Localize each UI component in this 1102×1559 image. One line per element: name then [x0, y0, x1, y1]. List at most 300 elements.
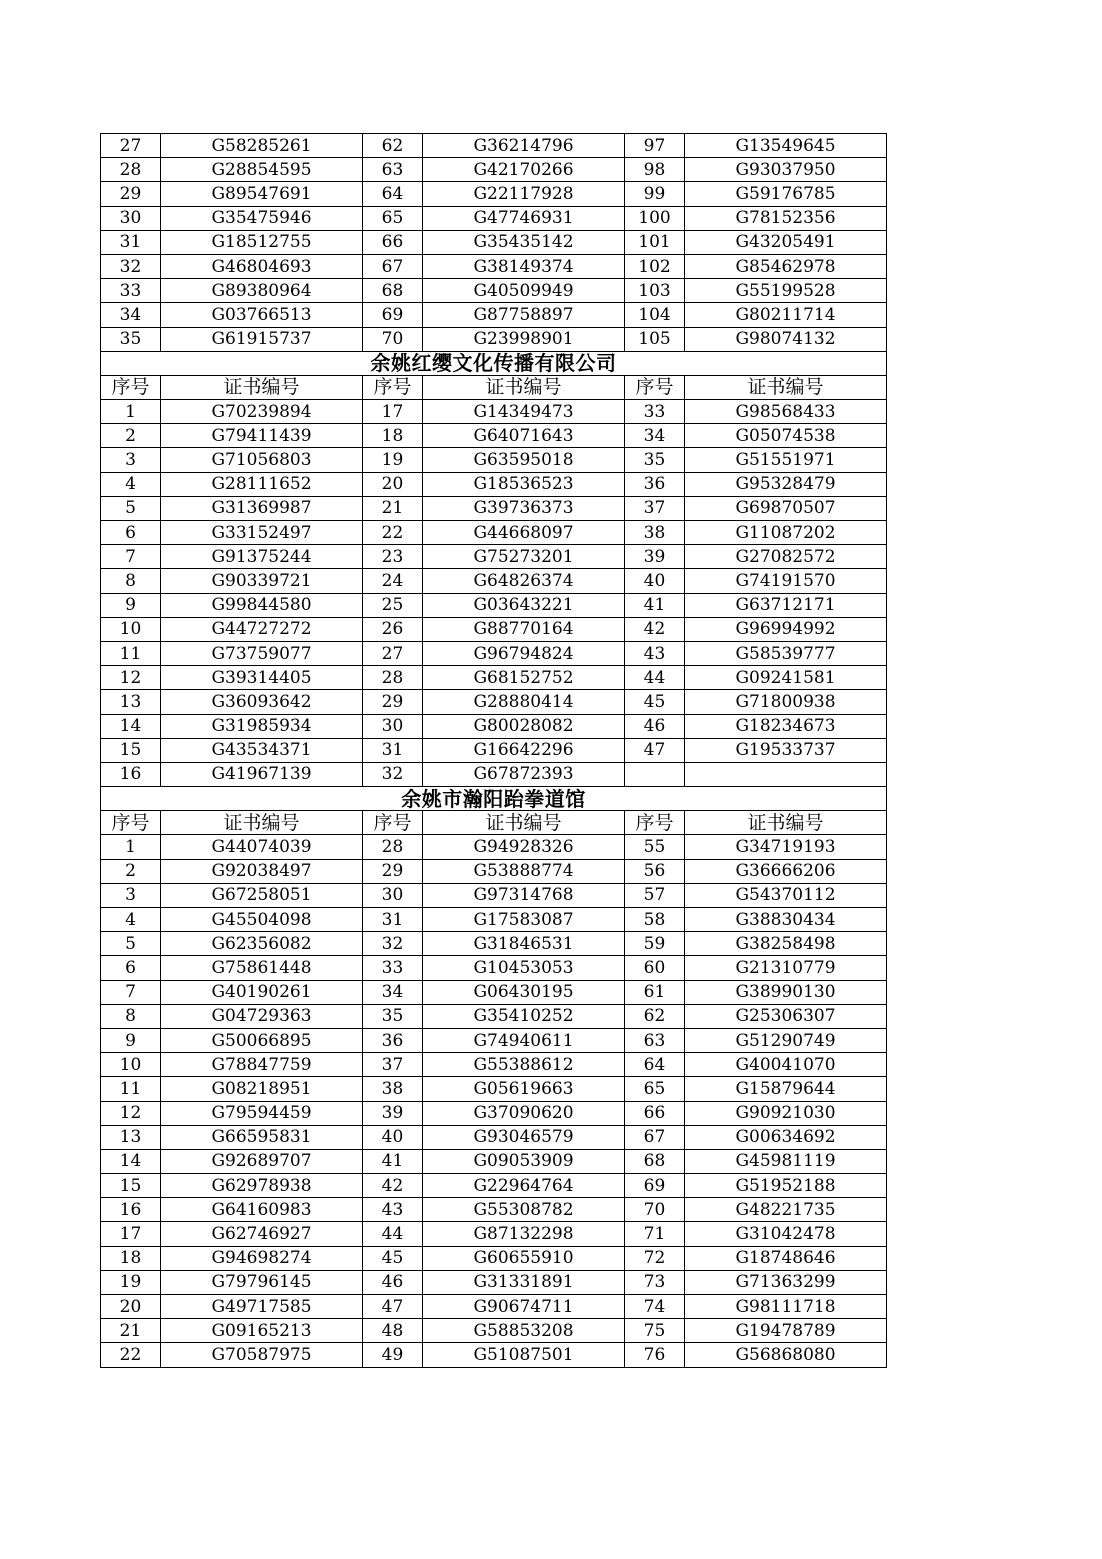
certificate-number-cell: G38830434	[685, 908, 887, 932]
table-row	[101, 1343, 887, 1367]
certificate-number-cell: G71056803	[161, 448, 363, 472]
serial-number-cell: 55	[625, 835, 685, 859]
certificate-number-cell: G00634692	[685, 1125, 887, 1149]
certificate-number-cell: G93037950	[685, 158, 887, 182]
certificate-number-cell: G79594459	[161, 1101, 363, 1125]
serial-number-cell: 73	[625, 1270, 685, 1294]
certificate-number-cell: G58853208	[423, 1319, 625, 1343]
serial-number-cell: 18	[101, 1246, 161, 1270]
certificate-number-cell: G99844580	[161, 593, 363, 617]
table-row	[101, 1004, 887, 1028]
certificate-number-cell: G27082572	[685, 545, 887, 569]
certificate-number-header: 证书编号	[423, 811, 625, 835]
serial-number-cell: 29	[363, 690, 423, 714]
table-row	[101, 1270, 887, 1294]
certificate-number-cell: G66595831	[161, 1125, 363, 1149]
certificate-number-cell: G35410252	[423, 1004, 625, 1028]
serial-number-cell: 62	[363, 134, 423, 158]
serial-number-cell: 15	[101, 1174, 161, 1198]
serial-number-cell	[625, 762, 685, 786]
serial-number-cell: 23	[363, 545, 423, 569]
table-row	[101, 1028, 887, 1052]
serial-number-cell: 42	[363, 1174, 423, 1198]
serial-number-cell: 64	[363, 182, 423, 206]
certificate-number-cell: G28111652	[161, 472, 363, 496]
certificate-number-cell: G55199528	[685, 279, 887, 303]
certificate-number-cell: G40190261	[161, 980, 363, 1004]
certificate-number-cell: G87132298	[423, 1222, 625, 1246]
certificate-table	[100, 133, 887, 1368]
serial-number-cell: 37	[625, 496, 685, 520]
serial-number-cell: 66	[625, 1101, 685, 1125]
serial-number-cell: 34	[363, 980, 423, 1004]
certificate-number-cell: G45981119	[685, 1149, 887, 1173]
certificate-number-cell: G34719193	[685, 835, 887, 859]
certificate-number-cell: G28880414	[423, 690, 625, 714]
certificate-number-cell: G91375244	[161, 545, 363, 569]
table-row	[101, 496, 887, 520]
table-row	[101, 835, 887, 859]
certificate-number-cell: G39736373	[423, 496, 625, 520]
serial-number-cell: 39	[363, 1101, 423, 1125]
certificate-number-cell: G03643221	[423, 593, 625, 617]
certificate-number-cell: G97314768	[423, 883, 625, 907]
section-title-row	[101, 787, 887, 811]
serial-number-header: 序号	[363, 811, 423, 835]
certificate-number-cell: G49717585	[161, 1295, 363, 1319]
serial-number-cell: 48	[363, 1319, 423, 1343]
serial-number-cell: 33	[101, 279, 161, 303]
serial-number-cell: 4	[101, 908, 161, 932]
certificate-number-cell: G89380964	[161, 279, 363, 303]
certificate-number-cell: G36666206	[685, 859, 887, 883]
certificate-number-cell: G33152497	[161, 521, 363, 545]
serial-number-cell: 67	[625, 1125, 685, 1149]
serial-number-cell: 18	[363, 424, 423, 448]
certificate-number-cell: G80211714	[685, 303, 887, 327]
certificate-number-header: 证书编号	[161, 375, 363, 399]
serial-number-cell: 6	[101, 521, 161, 545]
serial-number-cell: 71	[625, 1222, 685, 1246]
certificate-number-cell: G13549645	[685, 134, 887, 158]
serial-number-cell: 1	[101, 835, 161, 859]
certificate-number-cell: G61915737	[161, 327, 363, 351]
certificate-number-cell: G90674711	[423, 1295, 625, 1319]
serial-number-cell: 59	[625, 932, 685, 956]
certificate-number-cell: G63595018	[423, 448, 625, 472]
serial-number-cell: 40	[363, 1125, 423, 1149]
table-row	[101, 327, 887, 351]
certificate-number-cell: G79411439	[161, 424, 363, 448]
certificate-number-cell: G42170266	[423, 158, 625, 182]
table-row	[101, 254, 887, 278]
certificate-number-cell: G09053909	[423, 1149, 625, 1173]
serial-number-cell: 47	[363, 1295, 423, 1319]
serial-number-cell: 19	[101, 1270, 161, 1294]
organization-title: 余姚红缨文化传播有限公司	[101, 351, 887, 375]
serial-number-cell: 17	[363, 400, 423, 424]
organization-title: 余姚市瀚阳跆拳道馆	[101, 787, 887, 811]
serial-number-cell: 40	[625, 569, 685, 593]
serial-number-cell: 105	[625, 327, 685, 351]
table-row	[101, 1246, 887, 1270]
serial-number-cell: 20	[101, 1295, 161, 1319]
certificate-number-cell: G08218951	[161, 1077, 363, 1101]
table-row	[101, 1295, 887, 1319]
table-row	[101, 690, 887, 714]
certificate-number-cell: G62978938	[161, 1174, 363, 1198]
certificate-number-cell: G95328479	[685, 472, 887, 496]
serial-number-cell: 63	[363, 158, 423, 182]
certificate-number-cell: G51087501	[423, 1343, 625, 1367]
certificate-number-cell: G05074538	[685, 424, 887, 448]
table-row	[101, 1222, 887, 1246]
serial-number-cell: 30	[101, 206, 161, 230]
serial-number-cell: 63	[625, 1028, 685, 1052]
table-row	[101, 1077, 887, 1101]
table-row	[101, 641, 887, 665]
certificate-number-cell: G43205491	[685, 230, 887, 254]
serial-number-cell: 64	[625, 1053, 685, 1077]
serial-number-cell: 99	[625, 182, 685, 206]
certificate-number-cell: G67258051	[161, 883, 363, 907]
serial-number-cell: 98	[625, 158, 685, 182]
certificate-number-cell: G96794824	[423, 641, 625, 665]
serial-number-cell: 3	[101, 448, 161, 472]
certificate-number-cell: G19478789	[685, 1319, 887, 1343]
serial-number-cell: 7	[101, 545, 161, 569]
serial-number-header: 序号	[101, 811, 161, 835]
certificate-number-cell: G79796145	[161, 1270, 363, 1294]
certificate-number-cell: G58539777	[685, 641, 887, 665]
certificate-number-cell: G74191570	[685, 569, 887, 593]
certificate-number-cell: G25306307	[685, 1004, 887, 1028]
certificate-number-cell: G90339721	[161, 569, 363, 593]
certificate-number-cell: G55308782	[423, 1198, 625, 1222]
table-row	[101, 980, 887, 1004]
certificate-number-cell: G09165213	[161, 1319, 363, 1343]
serial-number-cell: 27	[363, 641, 423, 665]
certificate-number-cell: G17583087	[423, 908, 625, 932]
serial-number-cell: 47	[625, 738, 685, 762]
serial-number-cell: 28	[363, 666, 423, 690]
certificate-number-cell: G50066895	[161, 1028, 363, 1052]
certificate-number-cell: G44668097	[423, 521, 625, 545]
certificate-number-cell: G53888774	[423, 859, 625, 883]
serial-number-cell: 22	[363, 521, 423, 545]
table-row	[101, 1149, 887, 1173]
serial-number-cell: 66	[363, 230, 423, 254]
certificate-number-cell: G62356082	[161, 932, 363, 956]
table-row	[101, 400, 887, 424]
serial-number-cell: 22	[101, 1343, 161, 1367]
serial-number-cell: 65	[625, 1077, 685, 1101]
serial-number-cell: 75	[625, 1319, 685, 1343]
table-row	[101, 859, 887, 883]
serial-number-cell: 10	[101, 617, 161, 641]
serial-number-cell: 38	[363, 1077, 423, 1101]
table-row	[101, 956, 887, 980]
certificate-number-cell: G31042478	[685, 1222, 887, 1246]
certificate-number-cell: G92038497	[161, 859, 363, 883]
serial-number-cell: 3	[101, 883, 161, 907]
serial-number-cell: 34	[101, 303, 161, 327]
serial-number-cell: 33	[363, 956, 423, 980]
serial-number-cell: 30	[363, 714, 423, 738]
certificate-number-cell: G36214796	[423, 134, 625, 158]
certificate-number-cell: G38258498	[685, 932, 887, 956]
serial-number-cell: 31	[363, 738, 423, 762]
serial-number-cell: 29	[101, 182, 161, 206]
table-row	[101, 303, 887, 327]
serial-number-cell: 6	[101, 956, 161, 980]
serial-number-cell: 39	[625, 545, 685, 569]
certificate-number-cell: G98568433	[685, 400, 887, 424]
table-row	[101, 1198, 887, 1222]
certificate-number-cell: G15879644	[685, 1077, 887, 1101]
certificate-number-cell: G19533737	[685, 738, 887, 762]
certificate-number-cell: G59176785	[685, 182, 887, 206]
serial-number-cell: 9	[101, 593, 161, 617]
certificate-number-cell: G18234673	[685, 714, 887, 738]
certificate-number-cell: G89547691	[161, 182, 363, 206]
serial-number-header: 序号	[363, 375, 423, 399]
serial-number-cell: 11	[101, 641, 161, 665]
table-row	[101, 1053, 887, 1077]
serial-number-cell: 44	[363, 1222, 423, 1246]
serial-number-cell: 20	[363, 472, 423, 496]
serial-number-cell: 70	[625, 1198, 685, 1222]
certificate-number-cell: G67872393	[423, 762, 625, 786]
serial-number-cell: 46	[363, 1270, 423, 1294]
certificate-number-cell: G11087202	[685, 521, 887, 545]
table-row	[101, 424, 887, 448]
certificate-number-cell: G85462978	[685, 254, 887, 278]
certificate-number-cell: G64071643	[423, 424, 625, 448]
certificate-number-cell: G14349473	[423, 400, 625, 424]
certificate-number-cell: G45504098	[161, 908, 363, 932]
serial-number-cell: 4	[101, 472, 161, 496]
serial-number-cell: 8	[101, 569, 161, 593]
serial-number-cell: 25	[363, 593, 423, 617]
serial-number-cell: 43	[363, 1198, 423, 1222]
certificate-number-cell: G94928326	[423, 835, 625, 859]
serial-number-cell: 15	[101, 738, 161, 762]
serial-number-cell: 36	[625, 472, 685, 496]
certificate-number-cell: G75273201	[423, 545, 625, 569]
certificate-number-cell: G90921030	[685, 1101, 887, 1125]
serial-number-cell: 12	[101, 1101, 161, 1125]
serial-number-cell: 38	[625, 521, 685, 545]
serial-number-cell: 57	[625, 883, 685, 907]
table-row	[101, 1174, 887, 1198]
table-row	[101, 738, 887, 762]
serial-number-cell: 13	[101, 690, 161, 714]
serial-number-cell: 34	[625, 424, 685, 448]
serial-number-cell: 11	[101, 1077, 161, 1101]
certificate-number-cell: G31369987	[161, 496, 363, 520]
certificate-number-cell: G58285261	[161, 134, 363, 158]
serial-number-cell: 31	[101, 230, 161, 254]
table-row	[101, 593, 887, 617]
certificate-number-cell: G98111718	[685, 1295, 887, 1319]
certificate-number-cell: G10453053	[423, 956, 625, 980]
certificate-number-cell: G68152752	[423, 666, 625, 690]
certificate-number-cell: G69870507	[685, 496, 887, 520]
section-title-row	[101, 351, 887, 375]
serial-number-cell: 33	[625, 400, 685, 424]
table-row	[101, 448, 887, 472]
serial-number-cell: 36	[363, 1028, 423, 1052]
table-row	[101, 134, 887, 158]
certificate-number-cell: G96994992	[685, 617, 887, 641]
column-header-row	[101, 375, 887, 399]
certificate-number-cell: G98074132	[685, 327, 887, 351]
serial-number-cell: 56	[625, 859, 685, 883]
certificate-number-cell: G41967139	[161, 762, 363, 786]
serial-number-cell: 46	[625, 714, 685, 738]
table-row	[101, 230, 887, 254]
certificate-number-header: 证书编号	[423, 375, 625, 399]
serial-number-cell: 104	[625, 303, 685, 327]
table-row	[101, 762, 887, 786]
serial-number-cell: 27	[101, 134, 161, 158]
certificate-number-cell: G28854595	[161, 158, 363, 182]
certificate-number-cell: G46804693	[161, 254, 363, 278]
table-row	[101, 472, 887, 496]
serial-number-cell: 19	[363, 448, 423, 472]
certificate-number-cell: G55388612	[423, 1053, 625, 1077]
serial-number-cell: 41	[625, 593, 685, 617]
certificate-number-cell: G74940611	[423, 1028, 625, 1052]
certificate-number-cell: G92689707	[161, 1149, 363, 1173]
table-row	[101, 545, 887, 569]
certificate-number-cell: G56868080	[685, 1343, 887, 1367]
certificate-number-cell: G44727272	[161, 617, 363, 641]
table-row	[101, 932, 887, 956]
serial-number-cell: 65	[363, 206, 423, 230]
certificate-number-cell: G75861448	[161, 956, 363, 980]
table-row	[101, 182, 887, 206]
certificate-number-cell: G44074039	[161, 835, 363, 859]
table-row	[101, 1101, 887, 1125]
table-row	[101, 206, 887, 230]
serial-number-header: 序号	[625, 811, 685, 835]
certificate-number-cell: G60655910	[423, 1246, 625, 1270]
certificate-number-cell: G21310779	[685, 956, 887, 980]
certificate-number-cell: G22964764	[423, 1174, 625, 1198]
serial-number-cell: 17	[101, 1222, 161, 1246]
serial-number-cell: 97	[625, 134, 685, 158]
serial-number-cell: 24	[363, 569, 423, 593]
serial-number-cell: 101	[625, 230, 685, 254]
certificate-number-cell: G43534371	[161, 738, 363, 762]
certificate-number-cell: G78847759	[161, 1053, 363, 1077]
serial-number-cell: 35	[101, 327, 161, 351]
serial-number-cell: 58	[625, 908, 685, 932]
serial-number-cell: 2	[101, 424, 161, 448]
table-row	[101, 279, 887, 303]
serial-number-cell: 10	[101, 1053, 161, 1077]
certificate-number-cell: G23998901	[423, 327, 625, 351]
serial-number-cell: 26	[363, 617, 423, 641]
certificate-number-cell: G38149374	[423, 254, 625, 278]
certificate-number-cell: G04729363	[161, 1004, 363, 1028]
certificate-number-cell: G37090620	[423, 1101, 625, 1125]
certificate-number-cell: G31331891	[423, 1270, 625, 1294]
serial-number-cell: 35	[625, 448, 685, 472]
serial-number-header: 序号	[101, 375, 161, 399]
serial-number-cell: 21	[101, 1319, 161, 1343]
certificate-number-cell: G64160983	[161, 1198, 363, 1222]
serial-number-cell: 103	[625, 279, 685, 303]
serial-number-cell: 14	[101, 1149, 161, 1173]
serial-number-cell: 72	[625, 1246, 685, 1270]
serial-number-cell: 21	[363, 496, 423, 520]
serial-number-cell: 12	[101, 666, 161, 690]
table-row	[101, 617, 887, 641]
serial-number-cell: 70	[363, 327, 423, 351]
table-row	[101, 908, 887, 932]
serial-number-cell: 68	[363, 279, 423, 303]
serial-number-cell: 41	[363, 1149, 423, 1173]
certificate-number-cell: G94698274	[161, 1246, 363, 1270]
certificate-number-cell: G51952188	[685, 1174, 887, 1198]
serial-number-cell: 13	[101, 1125, 161, 1149]
serial-number-cell: 2	[101, 859, 161, 883]
serial-number-cell: 28	[101, 158, 161, 182]
certificate-number-cell: G36093642	[161, 690, 363, 714]
certificate-number-cell: G03766513	[161, 303, 363, 327]
certificate-number-cell: G18748646	[685, 1246, 887, 1270]
certificate-number-cell: G18512755	[161, 230, 363, 254]
certificate-number-cell: G16642296	[423, 738, 625, 762]
serial-number-header: 序号	[625, 375, 685, 399]
serial-number-cell: 8	[101, 1004, 161, 1028]
serial-number-cell: 61	[625, 980, 685, 1004]
certificate-number-cell: G63712171	[685, 593, 887, 617]
serial-number-cell: 76	[625, 1343, 685, 1367]
serial-number-cell: 45	[363, 1246, 423, 1270]
column-header-row	[101, 811, 887, 835]
serial-number-cell: 45	[625, 690, 685, 714]
certificate-number-cell: G35435142	[423, 230, 625, 254]
certificate-number-cell: G73759077	[161, 641, 363, 665]
certificate-number-cell: G47746931	[423, 206, 625, 230]
serial-number-cell: 69	[363, 303, 423, 327]
serial-number-cell: 16	[101, 762, 161, 786]
certificate-number-cell: G31985934	[161, 714, 363, 738]
certificate-number-cell: G06430195	[423, 980, 625, 1004]
serial-number-cell: 9	[101, 1028, 161, 1052]
table-row	[101, 1319, 887, 1343]
serial-number-cell: 69	[625, 1174, 685, 1198]
table-row	[101, 521, 887, 545]
table-row	[101, 666, 887, 690]
serial-number-cell: 5	[101, 496, 161, 520]
serial-number-cell: 16	[101, 1198, 161, 1222]
certificate-number-cell: G38990130	[685, 980, 887, 1004]
table-row	[101, 1125, 887, 1149]
table-row	[101, 158, 887, 182]
serial-number-cell: 32	[363, 932, 423, 956]
certificate-number-cell: G40509949	[423, 279, 625, 303]
serial-number-cell: 32	[363, 762, 423, 786]
certificate-number-cell	[685, 762, 887, 786]
certificate-number-header: 证书编号	[685, 375, 887, 399]
certificate-number-cell: G70239894	[161, 400, 363, 424]
serial-number-cell: 62	[625, 1004, 685, 1028]
